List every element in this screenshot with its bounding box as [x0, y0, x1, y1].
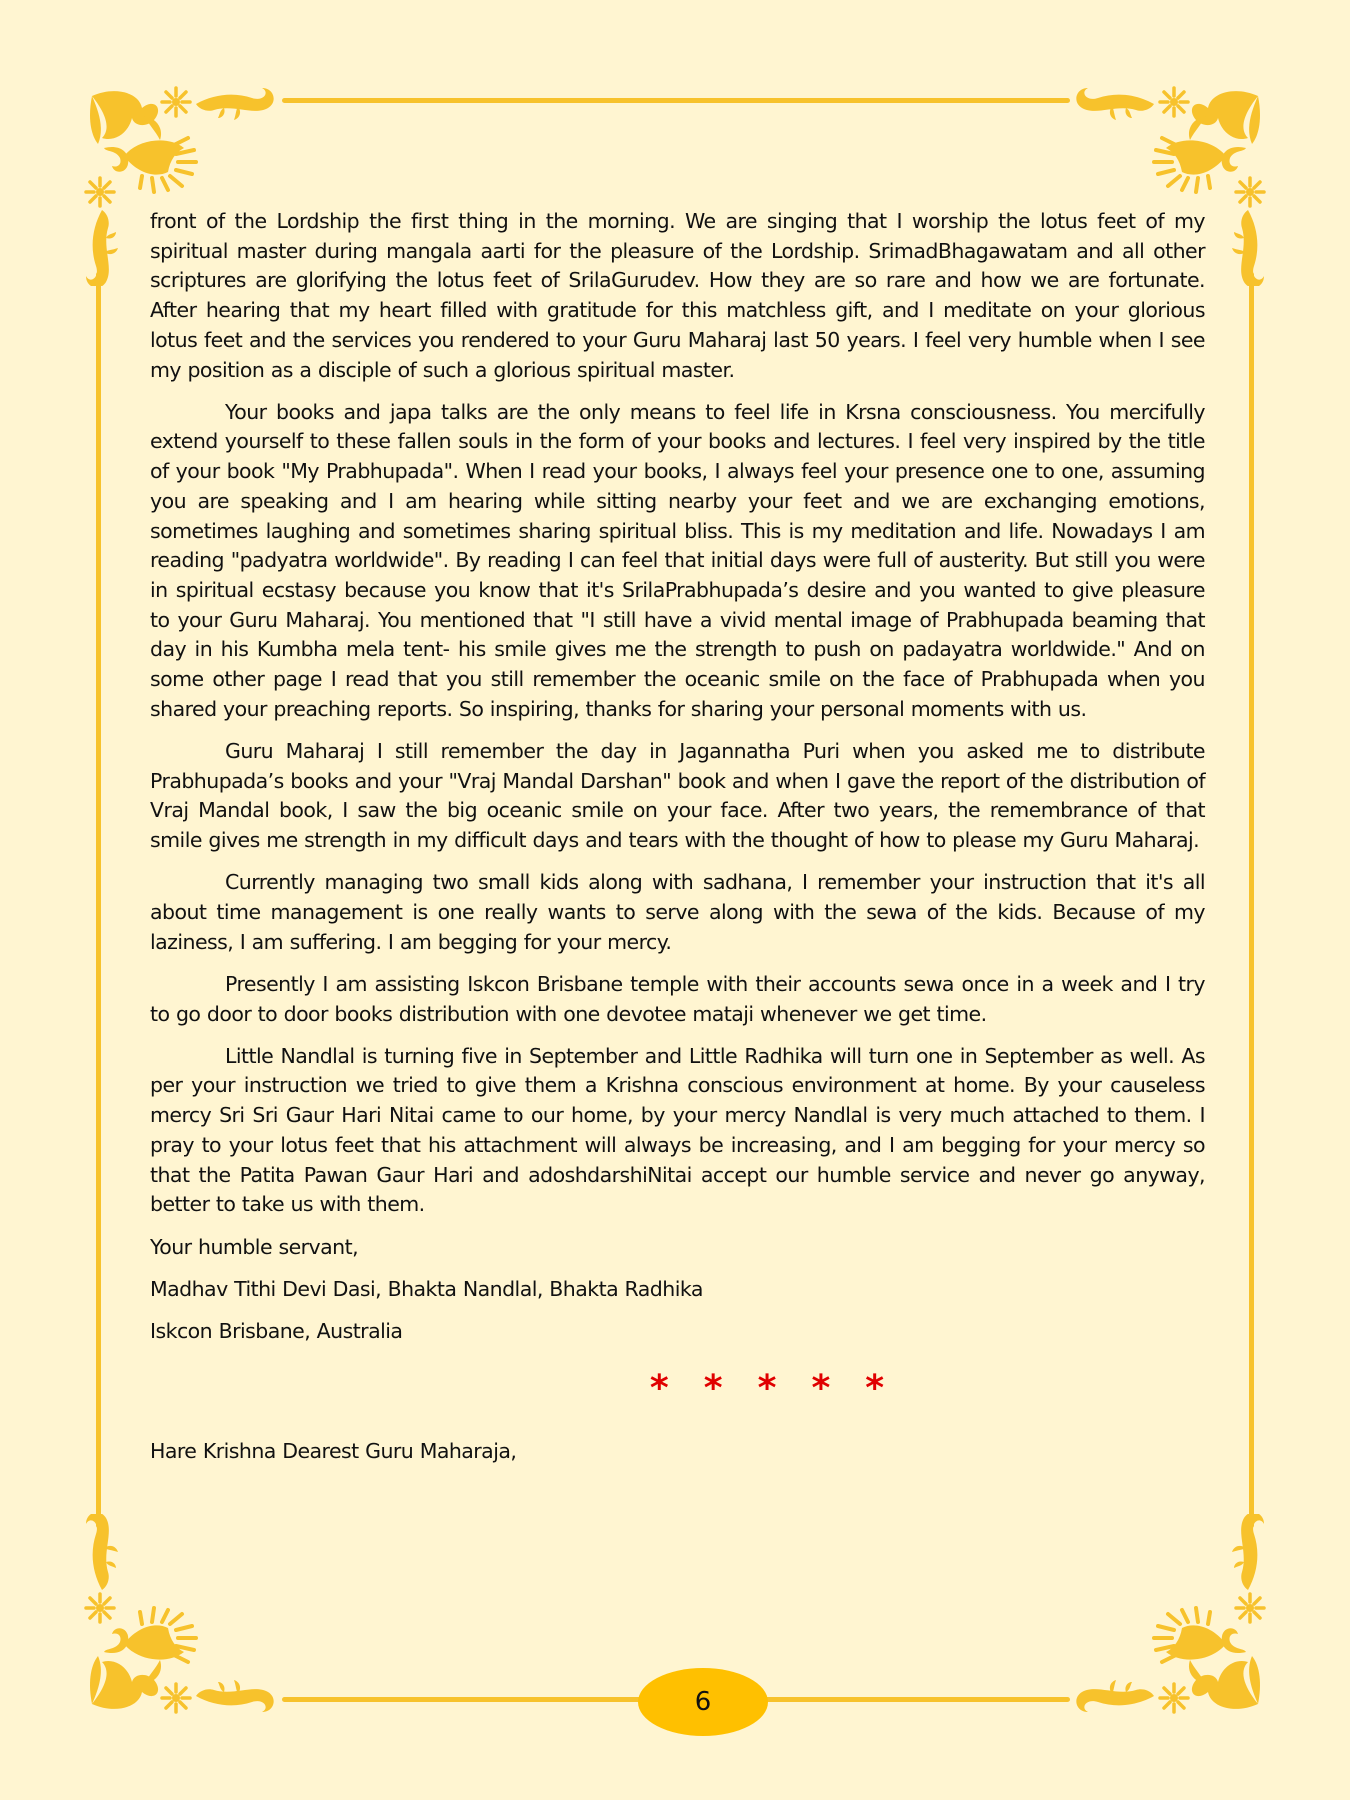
frame-left-line — [96, 272, 101, 1528]
corner-ornament-bottom-left — [84, 1514, 284, 1714]
next-letter-greeting: Hare Krishna Dearest Guru Maharaja, — [150, 1438, 517, 1463]
paragraph-iskcon-brisbane: Presently I am assisting Iskcon Brisbane temple with their accounts sewa once in a week and I try to go door to door books distribution with one devotee mataji whenever we get time. — [150, 971, 1205, 1026]
paragraph-kids-sadhana: Currently managing two small kids along with sadhana, I remember your instruction that it's all about time management is one really wants to serve along with the sewa of the kids. Because of my laziness, I am suffering. I am begging for your mercy. — [150, 870, 1205, 954]
frame-right-line — [1249, 272, 1254, 1528]
location: Iskcon Brisbane, Australia — [150, 1318, 403, 1343]
paragraph-books-japa: Your books and japa talks are the only means to feel life in Krsna consciousness. You mercifully extend yourself to these fallen souls in the form of your books and lectures. I feel very inspired by the title of your book "My Prabhupada". When I read your books, I always feel your presence one to one, assuming you are speaking and I am hearing while sitting nearby your feet and we are exchanging emotions, sometimes laughing and sometimes sharing spiritual bliss. This is my meditation and life. Nowadays I am reading "padyatra worldwide". By reading I can feel that initial days were full of austerity. But still you were in spiritual ecstasy because you know that it's SrilaPrabhupada’s desire and you wanted to give pleasure to your Guru Maharaj. You mentioned that "I still have a vivid mental image of Prabhupada beaming that day in his Kumbha mela tent- his smile gives me the strength to push on padayatra worldwide." And on some other page I read that you still remember the oceanic smile on the face of Prabhupada when you shared your preaching reports. So inspiring, thanks for sharing your personal moments with us. — [150, 399, 1205, 721]
paragraph-continued: front of the Lordship the first thing in the morning. We are singing that I worship the lotus feet of my spiritual master during mangala aarti for the pleasure of the Lordship. SrimadBhagawatam and all other scriptures are glorifying the lotus feet of SrilaGurudev. How they are so rare and how we are fortunate. After hearing that my heart filled with gratitude for this matchless gift, and I meditate on your glorious lotus feet and the services you rendered to your Guru Maharaj last 50 years. I feel very humble when I see my position as a disciple of such a glorious spiritual master. — [150, 209, 1205, 382]
paragraph-nandlal-radhika: Little Nandlal is turning five in September and Little Radhika will turn one in September as well. As per your instruction we tried to give them a Krishna conscious environment at home. By your causeless mercy Sri Sri Gaur Hari Nitai came to our home, by your mercy Nandlal is very much attached to them. I pray to your lotus feet that his attachment will always be increasing, and I am begging for your mercy so that the Patita Pawan Gaur Hari and adoshdarshiNitai accept our humble service and never go anyway, better to take us with them. — [150, 1043, 1205, 1217]
closing-line: Your humble servant, — [150, 1234, 359, 1259]
separator-stars: * * * * * — [649, 1367, 896, 1409]
page-number: 6 — [694, 1687, 712, 1717]
paragraph-jagannatha-puri: Guru Maharaj I still remember the day in Jagannatha Puri when you asked me to distribute Prabhupada’s books and your "Vraj Mandal Darshan" book and when I gave the report of the distribution of Vraj Mandal book, I saw the big oceanic smile on your face. After two years, the remembrance of that smile gives me strength in my difficult days and tears with the thought of how to please my Guru Maharaj. — [150, 738, 1205, 853]
letter-body — [150, 207, 1205, 1479]
signature: Madhav Tithi Devi Dasi, Bhakta Nandlal, Bhakta Radhika — [150, 1276, 703, 1301]
frame-top-line — [282, 98, 1070, 103]
corner-ornament-bottom-right — [1066, 1514, 1266, 1714]
page-number-badge — [638, 1668, 768, 1736]
